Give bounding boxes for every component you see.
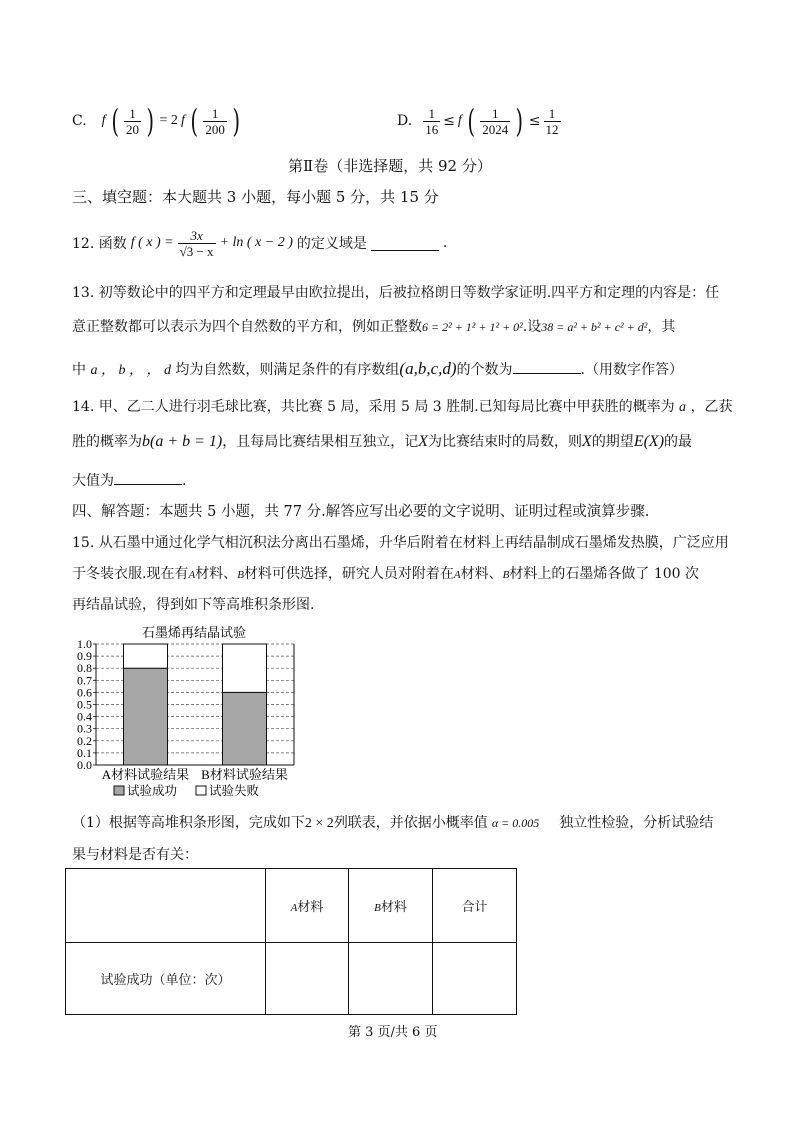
y-tick-label: 0.0	[77, 758, 92, 772]
option-c-frac1: $\frac{1}{20}$	[126, 105, 140, 137]
q13-line3e: 的个数为	[456, 362, 513, 378]
option-d-frac3: $\frac{1}{12}$	[545, 105, 559, 137]
option-c-f1: f	[101, 113, 106, 128]
q15-sub1-text: 列联表，并依据小概率值	[333, 815, 488, 831]
q14-line3b: .	[182, 473, 187, 489]
q15-letter-b: B	[502, 569, 510, 581]
table-cell	[266, 943, 349, 1015]
q15-letter-a: A	[453, 569, 461, 581]
q14-line2i: 的最	[664, 434, 693, 450]
x-tick-label: B材料试验结果	[201, 767, 288, 782]
q14-line3	[72, 470, 186, 490]
y-tick-label: 0.4	[77, 709, 92, 724]
q15-letter-b: B	[237, 569, 244, 581]
y-tick-label: 0.9	[77, 649, 92, 664]
chart-legend	[114, 783, 260, 798]
paren-open: (	[190, 102, 198, 140]
q14-b-cond: b(a + b = 1)	[142, 433, 223, 450]
q13-line3a: 中	[72, 362, 86, 378]
letter-a: A	[290, 902, 298, 914]
paren-open: (	[467, 102, 475, 140]
legend-label: 试验失败	[209, 784, 260, 798]
table-header-cell	[66, 869, 266, 943]
q15-sub1-line2: 果与材料是否有关：	[72, 847, 198, 863]
q15-line3: 再结晶试验，得到如下等高堆积条形图.	[72, 597, 315, 613]
q13-tuple: (a,b,c,d)	[399, 359, 457, 378]
q13-equation-38: 38 = a² + b² + c² + d²	[541, 320, 648, 334]
header-text: 材料	[380, 900, 407, 915]
q15-sub1-text: 独立性检验，分析试验结	[559, 815, 714, 831]
q14-line2c: ，且每局比赛结果相互独立，记	[222, 434, 419, 450]
q14-line2a: 胜的概率为	[72, 434, 142, 450]
chart-title: 石墨烯再结晶试验	[141, 625, 247, 640]
y-tick-label: 0.7	[77, 673, 92, 688]
q15-line2	[72, 565, 699, 584]
option-d-f: f	[457, 113, 462, 128]
option-c-f2: f	[180, 113, 185, 128]
q15-alpha: α = 0.005	[491, 816, 540, 830]
q15-text: 于冬装衣服.现在有	[72, 566, 189, 582]
option-c	[72, 100, 242, 142]
q13-line2	[72, 318, 675, 336]
y-tick-label: 0.2	[77, 733, 92, 748]
table-header-cell: 合计	[433, 869, 517, 943]
q12-suffix: 的定义域是	[296, 236, 367, 252]
paren-close: )	[515, 102, 524, 140]
q14-line1	[72, 398, 733, 417]
q13-line2c: .设	[522, 319, 542, 335]
q15-2x2: 2 × 2	[304, 816, 334, 831]
q13-vars: a ， b ， ， d	[90, 363, 171, 378]
q13-line2e: ，其	[647, 319, 676, 335]
y-tick-label: 0.5	[77, 697, 92, 712]
bar-segment	[124, 644, 168, 668]
y-tick-label: 1.0	[77, 637, 92, 651]
section3-title: 三、填空题：本大题共 3 小题，每小题 5 分，共 15 分	[72, 188, 439, 206]
table-header-cell	[266, 869, 349, 943]
q14-x1: X	[418, 433, 429, 450]
y-tick-label: 0.6	[77, 685, 92, 700]
q14-line2e: 为比赛结束时的局数，则	[428, 434, 583, 450]
table-row	[66, 943, 517, 1015]
q15-sub1-text: （1）根据等高堆积条形图，完成如下	[72, 815, 305, 831]
answer-blank	[513, 359, 581, 374]
q14-line2g: 的期望	[591, 434, 634, 450]
page-footer: 第 3 页/共 6 页	[348, 1025, 438, 1040]
option-d	[397, 100, 561, 142]
q15-text: 材料、	[460, 566, 503, 582]
q14-line1-text: 14. 甲、乙二人进行羽毛球比赛，共比赛 5 局，采用 5 局 3 胜制.已知每局比赛中甲获胜的概率为	[72, 399, 675, 415]
q14-a: a	[679, 400, 687, 415]
q12-frac: $\frac{3x}{√3 - x}$	[179, 227, 214, 259]
q14-x2: X	[582, 433, 592, 450]
q13-example-6: 6 = 2² + 1² + 1² + 0²	[422, 320, 523, 334]
section4-title: 四、解答题：本题共 5 小题，共 77 分.解答应写出必要的文字说明、证明过程或演算步骤.	[72, 504, 650, 520]
q14-line3a: 大值为	[72, 473, 114, 489]
table-header-row	[66, 869, 517, 943]
table-header-cell	[349, 869, 433, 943]
option-c-frac2: $\frac{1}{200}$	[205, 105, 225, 137]
option-c-eq: = 2	[159, 113, 178, 128]
y-tick-label: 0.1	[77, 745, 92, 760]
option-d-le2: ≤	[528, 113, 541, 129]
q15-line1: 15. 从石墨中通过化学气相沉积法分离出石墨烯，升华后附着在材料上再结晶制成石墨烯发热膜，广泛应用	[72, 535, 729, 551]
q13-line3f: .（用数字作答）	[580, 362, 683, 378]
q13-line3	[72, 359, 683, 380]
x-tick-label: A材料试验结果	[101, 767, 190, 782]
option-c-label: C.	[72, 113, 87, 129]
table-row-label: 试验成功（单位：次）	[66, 943, 266, 1015]
q13-line3c: 均为自然数，则满足条件的有序数组	[175, 362, 400, 378]
q15-letter-a: A	[188, 569, 196, 581]
bar-segment	[124, 668, 168, 765]
bar-segment	[223, 644, 267, 692]
question-12	[72, 222, 447, 264]
q15-text: 材料、	[195, 566, 238, 582]
chart-plot	[77, 637, 294, 782]
q14-line1-end: ，乙获	[690, 399, 733, 415]
q14-line2	[72, 433, 692, 451]
table-cell	[349, 943, 433, 1015]
legend-swatch	[114, 786, 124, 795]
option-d-label: D.	[397, 113, 413, 129]
q15-sub1-line1	[72, 814, 713, 833]
contingency-table	[65, 868, 517, 1015]
legend-label: 试验成功	[127, 784, 178, 798]
q15-text: 材料可供选择，研究人员对附着在	[243, 566, 454, 582]
answer-blank	[371, 236, 439, 251]
part2-title: 第Ⅱ卷（非选择题，共 92 分）	[288, 157, 492, 175]
stacked-bar-chart	[68, 622, 308, 802]
q14-ex: E(X)	[633, 433, 665, 450]
answer-blank	[114, 470, 182, 485]
y-tick-label: 0.3	[77, 721, 92, 736]
legend-swatch	[196, 786, 206, 795]
q15-text: 材料上的石墨烯各做了 100 次	[509, 566, 700, 582]
option-d-frac2: $\frac{1}{2024}$	[482, 105, 509, 137]
q12-fx: f ( x ) =	[130, 235, 174, 250]
paren-open: (	[111, 102, 119, 140]
paren-close: )	[146, 102, 155, 140]
q12-prefix: 12. 函数	[72, 236, 127, 252]
y-tick-label: 0.8	[77, 661, 92, 676]
bar-segment	[223, 692, 267, 765]
q12-end: .	[442, 235, 448, 251]
letter-b: B	[374, 902, 381, 914]
header-text: 材料	[297, 900, 324, 915]
paren-close: )	[232, 102, 240, 140]
q13-line2a: 意正整数都可以表示为四个自然数的平方和，例如正整数	[72, 319, 422, 335]
q12-plus-ln: + ln ( x − 2 )	[219, 235, 293, 250]
option-d-frac1: $\frac{1}{16}$	[425, 105, 439, 137]
q13-line1: 13. 初等数论中的四平方和定理最早由欧拉提出，后被拉格朗日等数学家证明.四平方和定理的内容是：任	[72, 285, 720, 301]
table-cell	[433, 943, 517, 1015]
option-d-le1: ≤	[443, 113, 455, 129]
